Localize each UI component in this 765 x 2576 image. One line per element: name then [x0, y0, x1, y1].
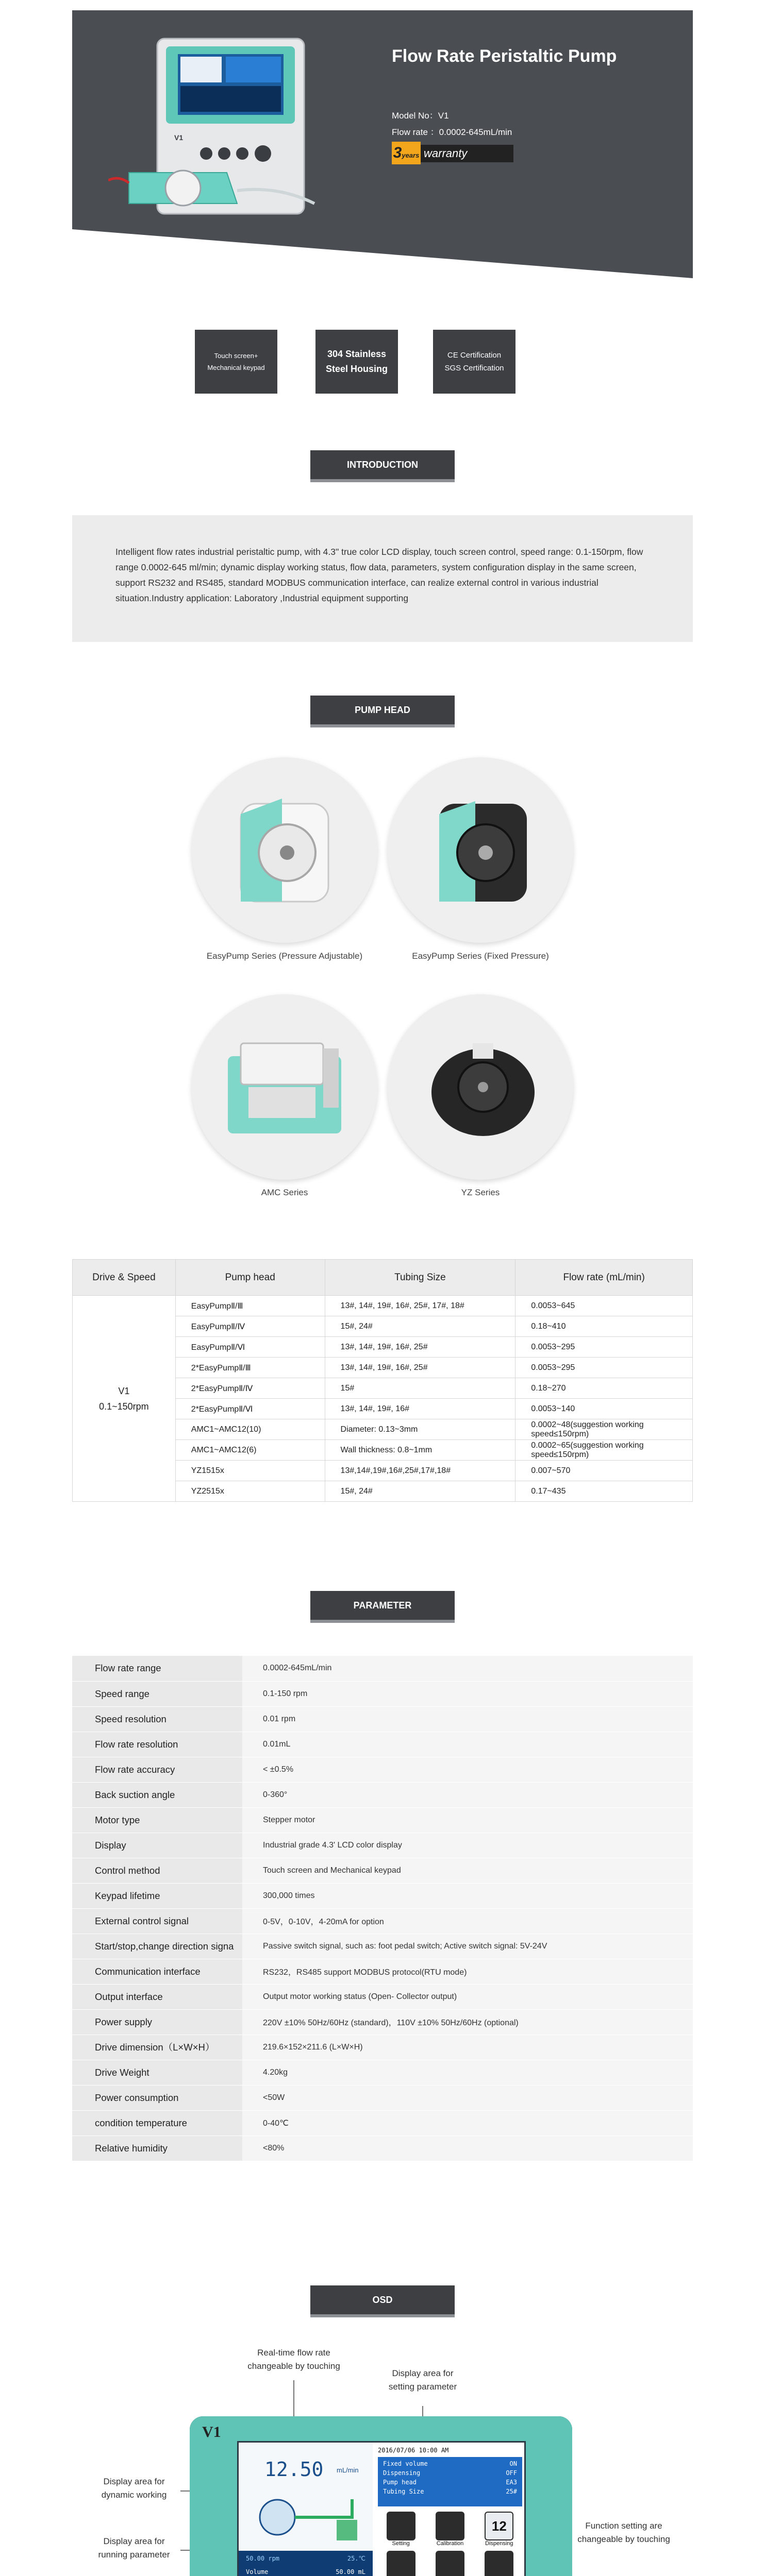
drive-speed-cell — [73, 1296, 176, 1502]
parameter-row — [72, 2136, 693, 2161]
pump-head-cell: YZ1515x — [175, 1461, 325, 1481]
parameter-value: 4.20kg — [242, 2060, 693, 2085]
parameter-value: 0-40℃ — [242, 2110, 693, 2136]
pump-head-cell: AMC1~AMC12(6) — [175, 1440, 325, 1461]
warranty-years: 3years — [392, 142, 421, 164]
tile-volume[interactable] — [378, 2551, 424, 2576]
feature-line: SGS Certification — [444, 364, 504, 372]
tile-label: Dispensing — [485, 2540, 513, 2547]
parameter-row — [72, 1782, 693, 1807]
info-key: Tubing Size — [383, 2488, 424, 2495]
pump-animation-icon — [249, 2489, 362, 2546]
parameter-name: Power supply — [72, 2009, 242, 2035]
section-heading-osd: OSD — [310, 2285, 455, 2317]
pump-head-cell: EasyPumpⅡ/Ⅵ — [175, 1337, 325, 1358]
pump-flow-cell: 0.18~410 — [515, 1316, 693, 1337]
parameter-value: 219.6×152×211.6 (L×W×H) — [242, 2035, 693, 2060]
parameter-value: Industrial grade 4.3' LCD color display — [242, 1833, 693, 1858]
flow-value[interactable]: 12.50 — [264, 2458, 324, 2481]
parameter-value: <50W — [242, 2085, 693, 2110]
datetime: 2016/07/06 10:00 AM — [378, 2447, 449, 2454]
pump-tubing-cell: Diameter: 0.13~3mm — [325, 1419, 515, 1440]
parameter-value: <80% — [242, 2136, 693, 2161]
pump-tubing-cell: 13#, 14#, 19#, 16#, 25# — [325, 1337, 515, 1358]
pump-tubing-cell: 13#, 14#, 19#, 16#, 25# — [325, 1358, 515, 1378]
annotation-line: running parameter — [98, 2550, 170, 2560]
calendar-icon: 12 — [485, 2512, 513, 2540]
table-row — [73, 1296, 693, 1316]
parameter-row — [72, 1757, 693, 1782]
pump-flow-cell: 0.0053~295 — [515, 1337, 693, 1358]
pump-flow-cell: 0.0002~65(suggestion working speed≤150rpm) — [515, 1440, 693, 1461]
volume-value: 50.00 mL — [336, 2568, 365, 2575]
pump-flow-cell: 0.0053~295 — [515, 1358, 693, 1378]
annotation-line: dynamic working — [101, 2490, 167, 2500]
pump-head-cell: EasyPumpⅡ/Ⅲ — [175, 1296, 325, 1316]
feature-line: Touch screen+ — [214, 352, 258, 360]
parameter-value: Output motor working status (Open- Collector output) — [242, 1984, 693, 2009]
pump-flow-cell: 0.0053~645 — [515, 1296, 693, 1316]
parameter-name: Flow rate accuracy — [72, 1757, 242, 1782]
parameter-name: Drive Weight — [72, 2060, 242, 2085]
lcd-display — [237, 2441, 526, 2576]
running-area — [239, 2551, 373, 2576]
annotation-realtime — [217, 2346, 371, 2373]
column-header: Tubing Size — [325, 1260, 515, 1296]
pump-table-body — [73, 1296, 693, 1502]
info-value: OFF — [506, 2469, 517, 2477]
drive-model: V1 — [118, 1385, 130, 1396]
setting-area — [378, 2457, 522, 2506]
drive-speed: 0.1~150rpm — [99, 1401, 149, 1412]
parameter-name: Display — [72, 1833, 242, 1858]
annotation-line: Display area for — [103, 2536, 165, 2546]
parameter-name: Motor type — [72, 1807, 242, 1833]
info-value: ON — [509, 2460, 517, 2467]
pump-flow-cell: 0.0053~140 — [515, 1399, 693, 1419]
annotation-line: Function setting are — [585, 2521, 662, 2531]
column-header: Drive & Speed — [73, 1260, 176, 1296]
annotation-line: changeable by touching — [247, 2361, 340, 2371]
temp-value: 25.℃ — [347, 2555, 365, 2562]
pump-device-illustration — [108, 26, 330, 222]
feature-line: Mechanical keypad — [207, 364, 265, 371]
parameter-value: 0.01 rpm — [242, 1706, 693, 1732]
svg-text:V1: V1 — [174, 133, 184, 142]
parameter-value: 0-5V，0-10V，4-20mA for option — [242, 1908, 693, 1934]
parameter-row — [72, 1807, 693, 1833]
parameter-name: External control signal — [72, 1908, 242, 1934]
pump-head-cell: AMC1~AMC12(10) — [175, 1419, 325, 1440]
info-key: Pump head — [383, 2479, 417, 2486]
info-value: EA3 — [506, 2479, 517, 2486]
annotation-line: changeable by touching — [577, 2534, 670, 2544]
pump-head-table — [72, 1259, 693, 1502]
parameter-row — [72, 2060, 693, 2085]
pump-tubing-cell: Wall thickness: 0.8~1mm — [325, 1440, 515, 1461]
speed-value: 50.00 rpm — [246, 2555, 280, 2562]
hero-banner — [72, 10, 693, 278]
tile-calibration[interactable] — [427, 2512, 473, 2547]
parameter-row — [72, 1858, 693, 1883]
pump-head-cell: EasyPumpⅡ/Ⅳ — [175, 1316, 325, 1337]
info-key: Fixed volume — [383, 2460, 428, 2467]
dynamic-area — [239, 2443, 373, 2551]
parameter-row — [72, 2110, 693, 2136]
pump-flow-cell: 0.17~435 — [515, 1481, 693, 1502]
pump-head-caption: EasyPump Series (Pressure Adjustable) — [206, 951, 363, 961]
parameter-row — [72, 2009, 693, 2035]
annotation-line: Display area for — [392, 2368, 454, 2378]
pump-head-cell: 2*EasyPumpⅡ/Ⅵ — [175, 1399, 325, 1419]
column-header: Flow rate (mL/min) — [515, 1260, 693, 1296]
flow-rate-spec: Flow rate ：0.0002-645mL/min — [392, 127, 512, 137]
pump-tubing-cell: 13#, 14#, 19#, 16#, 25#, 17#, 18# — [325, 1296, 515, 1316]
pump-head-cell: 2*EasyPumpⅡ/Ⅲ — [175, 1358, 325, 1378]
parameter-name: Flow rate range — [72, 1656, 242, 1681]
pump-head-image-easypump-fixed — [388, 757, 573, 943]
pump-flow-cell: 0.18~270 — [515, 1378, 693, 1399]
panel-model-label: V1 — [202, 2424, 221, 2441]
tile-setting[interactable] — [378, 2512, 424, 2547]
osd-screen-panel — [190, 2416, 572, 2576]
parameter-row — [72, 1934, 693, 1959]
pump-head-image-yz — [388, 994, 573, 1180]
table-header-row — [73, 1260, 693, 1296]
pump-head-image-easypump-adjustable — [192, 757, 377, 943]
column-header: Pump head — [175, 1260, 325, 1296]
annotation-line: setting parameter — [388, 2382, 457, 2392]
parameter-row — [72, 1732, 693, 1757]
section-heading-pump-head: PUMP HEAD — [310, 696, 455, 727]
pump-head-cell: 2*EasyPumpⅡ/Ⅳ — [175, 1378, 325, 1399]
parameter-name: Speed range — [72, 1681, 242, 1706]
pump-tubing-cell: 13#,14#,19#,16#,25#,17#,18# — [325, 1461, 515, 1481]
gear-icon — [387, 2512, 415, 2540]
pump-head-cell: YZ2515x — [175, 1481, 325, 1502]
parameter-row — [72, 1681, 693, 1706]
parameter-row — [72, 1959, 693, 1984]
parameter-row — [72, 1908, 693, 1934]
pump-head-caption: YZ Series — [461, 1188, 500, 1197]
parameter-name: Keypad lifetime — [72, 1883, 242, 1908]
tile-label: Calibration — [436, 2540, 464, 2547]
analog-icon — [436, 2551, 464, 2576]
pump-tubing-cell: 15# — [325, 1378, 515, 1399]
feature-badge-touch — [195, 330, 277, 394]
info-value: 25# — [506, 2488, 517, 2495]
warranty-badge — [392, 142, 521, 164]
custom-flow-icon — [485, 2551, 513, 2576]
parameter-name: condition temperature — [72, 2110, 242, 2136]
pump-head-caption: AMC Series — [261, 1188, 308, 1197]
parameter-row — [72, 1883, 693, 1908]
parameter-name: Relative humidity — [72, 2136, 242, 2161]
flow-unit: mL/min — [337, 2466, 359, 2474]
feature-badge-steel — [315, 330, 398, 394]
section-heading-introduction: INTRODUCTION — [310, 450, 455, 482]
parameter-name: Power consumption — [72, 2085, 242, 2110]
annotation-line: Display area for — [103, 2477, 165, 2486]
tile-customflow[interactable] — [476, 2551, 522, 2576]
annotation-line: Real-time flow rate — [257, 2348, 330, 2358]
model-number: Model No：V1 — [392, 111, 449, 121]
parameter-table-body — [72, 1656, 693, 2161]
parameter-value: Passive switch signal, such as: foot pedal switch; Active switch signal: 5V-24V — [242, 1934, 693, 1959]
product-title: Flow Rate Peristaltic Pump — [392, 46, 617, 66]
parameter-name: Control method — [72, 1858, 242, 1883]
pump-flow-cell: 0.0002~48(suggestion working speed≤150rpm) — [515, 1419, 693, 1440]
warranty-label: warranty — [421, 145, 513, 162]
calibration-icon — [436, 2512, 464, 2540]
parameter-value: 300,000 times — [242, 1883, 693, 1908]
tile-analog[interactable] — [427, 2551, 473, 2576]
parameter-name: Back suction angle — [72, 1782, 242, 1807]
parameter-row — [72, 1706, 693, 1732]
parameter-value: 0.0002-645mL/min — [242, 1656, 693, 1681]
info-key: Dispensing — [383, 2469, 421, 2477]
parameter-value: 0-360° — [242, 1782, 693, 1807]
parameter-name: Start/stop,change direction signa — [72, 1934, 242, 1959]
parameter-row — [72, 2035, 693, 2060]
feature-badge-cert — [433, 330, 515, 394]
pump-tubing-cell: 13#, 14#, 19#, 16# — [325, 1399, 515, 1419]
parameter-row — [72, 2085, 693, 2110]
pump-head-image-amc — [192, 994, 377, 1180]
tile-dispensing[interactable] — [476, 2512, 522, 2547]
parameter-name: Output interface — [72, 1984, 242, 2009]
feature-line: Steel Housing — [325, 364, 388, 374]
feature-line: 304 Stainless — [327, 349, 387, 359]
warranty-years-word: years — [402, 151, 420, 159]
parameter-row — [72, 1984, 693, 2009]
parameter-row — [72, 1833, 693, 1858]
introduction-text: Intelligent flow rates industrial peristaltic pump, with 4.3" true color LCD display, touch screen control, speed range: 0.1-150rpm, flow range 0.0002-645 ml/min; dynamic display working status, flow data, parameters, system configuration display in the same screen, support RS232 and RS485, standard MODBUS communication interface, can realize external control in various industrial situation.Industry application: Laboratory ,Industrial equipment supporting — [72, 515, 693, 642]
volume-icon — [387, 2551, 415, 2576]
feature-line: CE Certification — [447, 351, 502, 360]
parameter-name: Flow rate resolution — [72, 1732, 242, 1757]
pump-tubing-cell: 15#, 24# — [325, 1481, 515, 1502]
parameter-value: RS232，RS485 support MODBUS protocol(RTU mode) — [242, 1959, 693, 1984]
pump-tubing-cell: 15#, 24# — [325, 1316, 515, 1337]
parameter-value: 0.01mL — [242, 1732, 693, 1757]
tile-label: Setting — [392, 2540, 410, 2547]
parameter-table — [72, 1656, 693, 2161]
parameter-value: Stepper motor — [242, 1807, 693, 1833]
parameter-value: < ±0.5% — [242, 1757, 693, 1782]
parameter-row — [72, 1656, 693, 1681]
function-tiles — [378, 2512, 522, 2576]
parameter-name: Drive dimension（L×W×H） — [72, 2035, 242, 2060]
parameter-name: Speed resolution — [72, 1706, 242, 1732]
parameter-value: 0.1-150 rpm — [242, 1681, 693, 1706]
parameter-value: Touch screen and Mechanical keypad — [242, 1858, 693, 1883]
pump-head-caption: EasyPump Series (Fixed Pressure) — [412, 951, 549, 961]
pump-flow-cell: 0.007~570 — [515, 1461, 693, 1481]
section-heading-parameter: PARAMETER — [310, 1591, 455, 1623]
parameter-value: 220V ±10% 50Hz/60Hz (standard)，110V ±10% 50Hz/60Hz (optional) — [242, 2009, 693, 2035]
parameter-name: Communication interface — [72, 1959, 242, 1984]
volume-label: Volume — [246, 2568, 269, 2575]
